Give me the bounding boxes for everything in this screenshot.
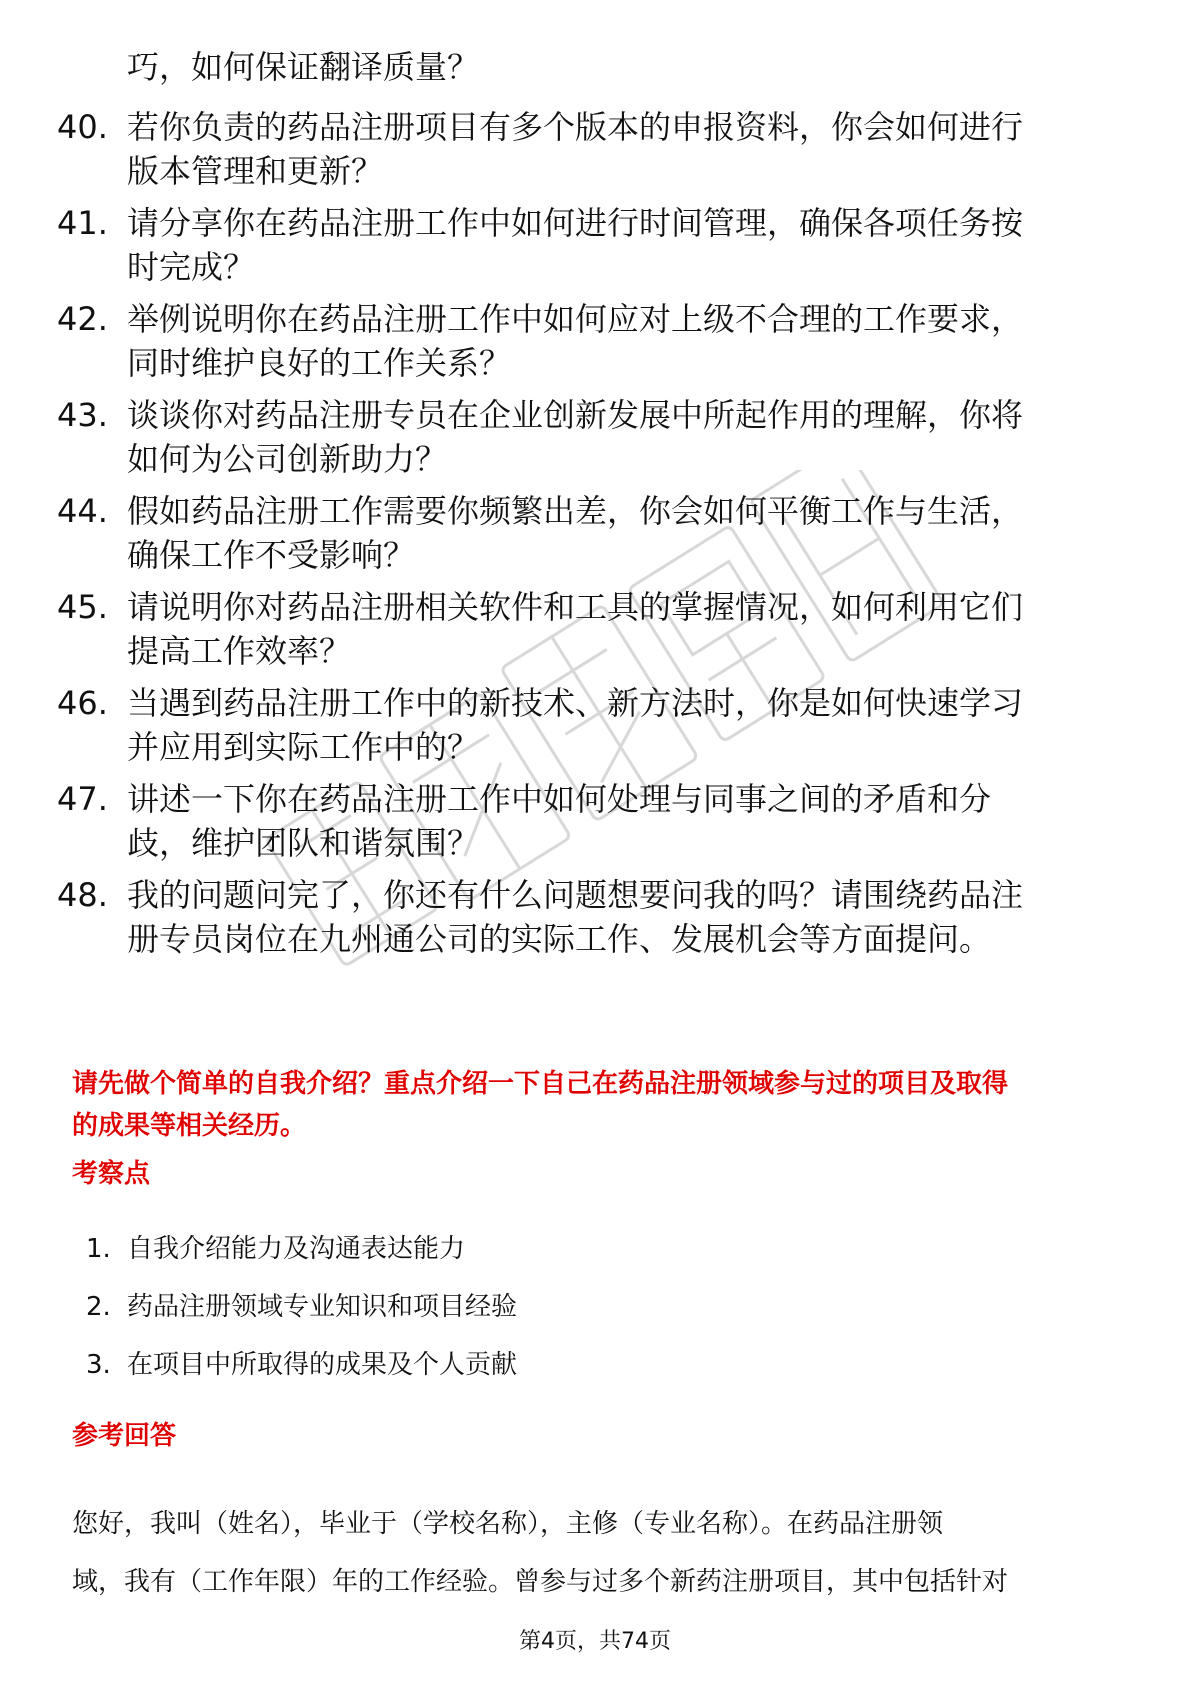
question-text [127, 489, 1117, 577]
question-line: 举例说明你在药品注册工作中如何应对上级不合理的工作要求， [127, 300, 1024, 338]
question-item-42 [0, 297, 1190, 385]
question-line: 册专员岗位在九州通公司的实际工作、发展机会等方面提问。 [127, 920, 992, 958]
question-number: 45. [57, 588, 108, 626]
assessment-point [0, 1345, 1190, 1385]
point-number: 3. [86, 1350, 111, 1380]
question-line: 假如药品注册工作需要你频繁出差，你会如何平衡工作与生活， [127, 492, 1024, 530]
question-number: 47. [57, 780, 108, 818]
question-line: 并应用到实际工作中的？ [127, 728, 480, 766]
point-text: 自我介绍能力及沟通表达能力 [127, 1234, 466, 1264]
question-text [127, 297, 1117, 385]
question-number: 46. [57, 684, 108, 722]
question-line: 版本管理和更新？ [127, 152, 384, 190]
assessment-heading: 考察点 [72, 1159, 151, 1189]
point-number: 1. [86, 1234, 111, 1264]
point-text: 药品注册领域专业知识和项目经验 [127, 1292, 518, 1322]
question-item-48 [0, 873, 1190, 961]
question-number: 41. [57, 204, 108, 242]
featured-question-line: 请先做个简单的自我介绍？重点介绍一下自己在药品注册领域参与过的项目及取得 [72, 1069, 1009, 1099]
assessment-point [0, 1229, 1190, 1269]
question-text [127, 777, 1117, 865]
question-line: 歧，维护团队和谐氛围？ [127, 824, 480, 862]
reference-heading: 参考回答 [72, 1421, 177, 1451]
question-continuation: 巧，如何保证翻译质量？ [127, 48, 480, 86]
question-line: 请说明你对药品注册相关软件和工具的掌握情况，如何利用它们 [127, 588, 1024, 626]
featured-question [72, 1063, 1132, 1147]
answer-line: 域，我有（工作年限）年的工作经验。曾参与过多个新药注册项目，其中包括针对 [72, 1567, 1009, 1597]
question-text [127, 681, 1117, 769]
question-item-40 [0, 105, 1190, 193]
question-item-45 [0, 585, 1190, 673]
question-item-46 [0, 681, 1190, 769]
question-item-41 [0, 201, 1190, 289]
page-footer: 第4页，共74页 [519, 1629, 671, 1654]
question-item-43 [0, 393, 1190, 481]
question-number: 40. [57, 108, 108, 146]
question-line: 提高工作效率？ [127, 632, 352, 670]
question-text [127, 105, 1117, 193]
featured-question-line: 的成果等相关经历。 [72, 1111, 307, 1141]
question-number: 42. [57, 300, 108, 338]
point-number: 2. [86, 1292, 111, 1322]
question-number: 48. [57, 876, 108, 914]
question-item-44 [0, 489, 1190, 577]
question-line: 时完成？ [127, 248, 256, 286]
question-number: 43. [57, 396, 108, 434]
question-line: 确保工作不受影响？ [127, 536, 416, 574]
question-text [127, 393, 1117, 481]
question-text [127, 585, 1117, 673]
assessment-point [0, 1287, 1190, 1327]
answer-line: 您好，我叫（姓名），毕业于（学校名称），主修（专业名称）。在药品注册领 [72, 1509, 944, 1539]
question-line: 请分享你在药品注册工作中如何进行时间管理，确保各项任务按 [127, 204, 1024, 242]
question-item-47 [0, 777, 1190, 865]
question-line: 如何为公司创新助力？ [127, 440, 448, 478]
question-text [127, 873, 1117, 961]
question-line: 同时维护良好的工作关系？ [127, 344, 512, 382]
question-line: 谈谈你对药品注册专员在企业创新发展中所起作用的理解，你将 [127, 396, 1024, 434]
question-line: 当遇到药品注册工作中的新技术、新方法时，你是如何快速学习 [127, 684, 1024, 722]
question-line: 我的问题问完了，你还有什么问题想要问我的吗？请围绕药品注 [127, 876, 1024, 914]
question-text [127, 201, 1117, 289]
question-number: 44. [57, 492, 108, 530]
question-line: 若你负责的药品注册项目有多个版本的申报资料，你会如何进行 [127, 108, 1024, 146]
question-line: 讲述一下你在药品注册工作中如何处理与同事之间的矛盾和分 [127, 780, 992, 818]
point-text: 在项目中所取得的成果及个人贡献 [127, 1350, 518, 1380]
reference-answer [72, 1495, 1132, 1611]
